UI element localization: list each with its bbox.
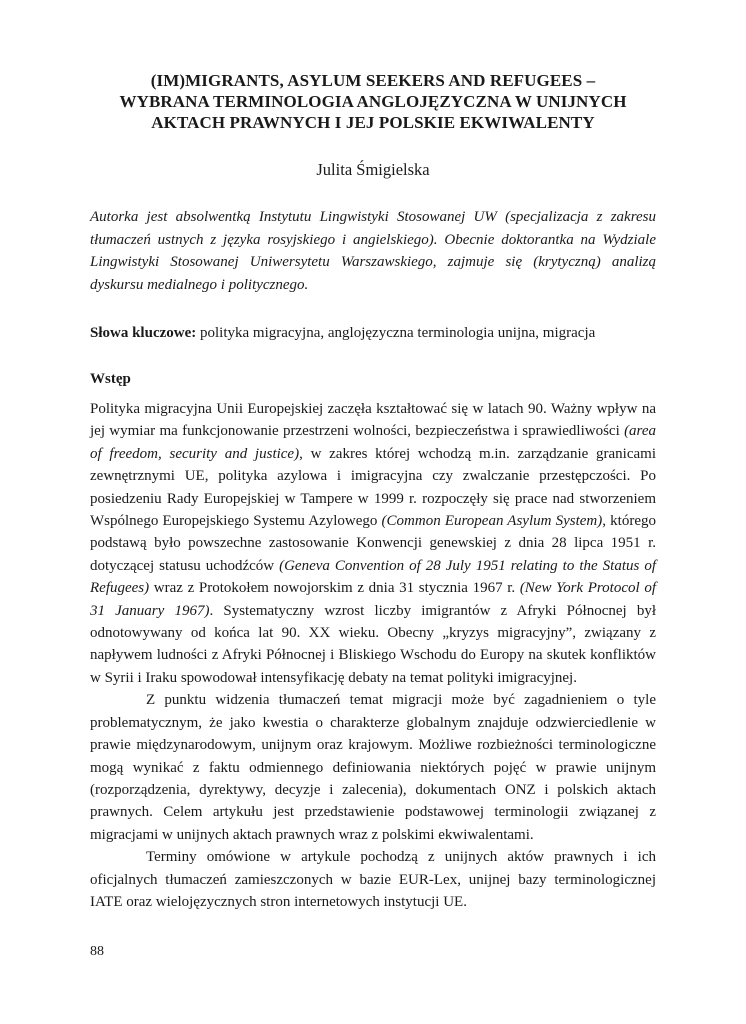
p1-italic-run: (New York Protocol of 31 January 1967) [90, 580, 656, 619]
p1-run: Polityka migracyjna Unii Europejskiej zaczęła kształtować się w latach 90. Ważny wpływ na jej wymiar ma funkcjonowanie przestrzeni wolności, bezpieczeństwa i sprawiedliwości [90, 401, 656, 440]
p1-italic-run: (Geneva Convention of 28 July 1951 relating to the Status of Refugees) [90, 557, 656, 597]
article-page [90, 70, 656, 913]
section-heading: Wstęp [90, 371, 131, 387]
keywords [90, 322, 656, 344]
paragraph-1 [90, 398, 656, 689]
p1-run: . Systematyczny wzrost liczby imigrantów z Afryki Północnej był odnotowywany od końca lat 90. XX wieku. Obecny „kryzys migracyjny”, związany z napływem ludności z Afryki Północnej i Bliskiego Wschodu do Europy na skutek konfliktów w Syrii i Iraku spowodował intensyfikację debaty na temat polityki imigracyjnej. [90, 602, 656, 686]
p1-run: , którego podstawą było powszechne zastosowanie Konwencji genewskiej z dnia 28 lipca 1951 r. dotyczącej statusu uchodźców [90, 513, 656, 574]
keywords-label: Słowa kluczowe: [90, 325, 197, 341]
author-bio: Autorka jest absolwentką Instytutu Lingwistyki Stosowanej UW (specjalizacja z zakresu tłumaczeń ustnych z języka rosyjskiego i angielskiego). Obecnie doktorantka na Wydziale Lingwistyki Stosowanej Uniwersytetu Warszawskiego, zajmuje się (krytyczną) analizą dyskursu medialnego i politycznego. [90, 209, 656, 293]
title-line-3: AKTACH PRAWNYCH I JEJ POLSKIE EKWIWALENTY [151, 113, 595, 132]
p1-run: wraz z Protokołem nowojorskim z dnia 31 stycznia 1967 r. [149, 580, 520, 597]
paragraph-3: Terminy omówione w artykule pochodzą z unijnych aktów prawnych i ich oficjalnych tłumaczeń zamieszczonych w bazie EUR-Lex, unijnej bazy terminologicznej IATE oraz wielojęzycznych stron internetowych instytucji UE. [90, 849, 656, 910]
page-number: 88 [90, 944, 104, 959]
title-line-1: (IM)MIGRANTS, ASYLUM SEEKERS AND REFUGEES – [150, 71, 596, 90]
p1-italic-run: (Common European Asylum System) [381, 513, 603, 530]
paragraph-2: Z punktu widzenia tłumaczeń temat migracji może być zagadnieniem o tyle problematycznym, że jako kwestia o charakterze globalnym znajduje odzwierciedlenie w prawie międzynarodowym, unijnym oraz krajowym. Możliwe rozbieżności terminologiczne mogą wynikać z faktu odmiennego definiowania niektórych pojęć w prawie unijnym (rozporządzenia, dyrektywy, decyzje i zalecenia), dokumentach ONZ i polskich aktach prawnych. Celem artykułu jest przedstawienie podstawowej terminologii związanej z migracjami w unijnych aktach prawnych wraz z polskimi ekwiwalentami. [90, 692, 656, 843]
author-name: Julita Śmigielska [316, 160, 430, 179]
title-line-2: WYBRANA TERMINOLOGIA ANGLOJĘZYCZNA W UNIJNYCH [119, 92, 627, 111]
article-title [90, 70, 656, 133]
p1-run: , w zakres której wchodzą m.in. zarządzanie granicami zewnętrznymi UE, polityka azylowa i imigracyjna czy zwalczanie przestępczości. Po posiedzeniu Rady Europejskiej w Tampere w 1999 r. rozpoczęły się prace nad stworzeniem Wspólnego Europejskiego Systemu Azylowego [90, 445, 656, 530]
keywords-text: polityka migracyjna, anglojęzyczna terminologia unijna, migracja [196, 325, 596, 341]
p1-italic-run: (area of freedom, security and justice) [90, 423, 656, 462]
